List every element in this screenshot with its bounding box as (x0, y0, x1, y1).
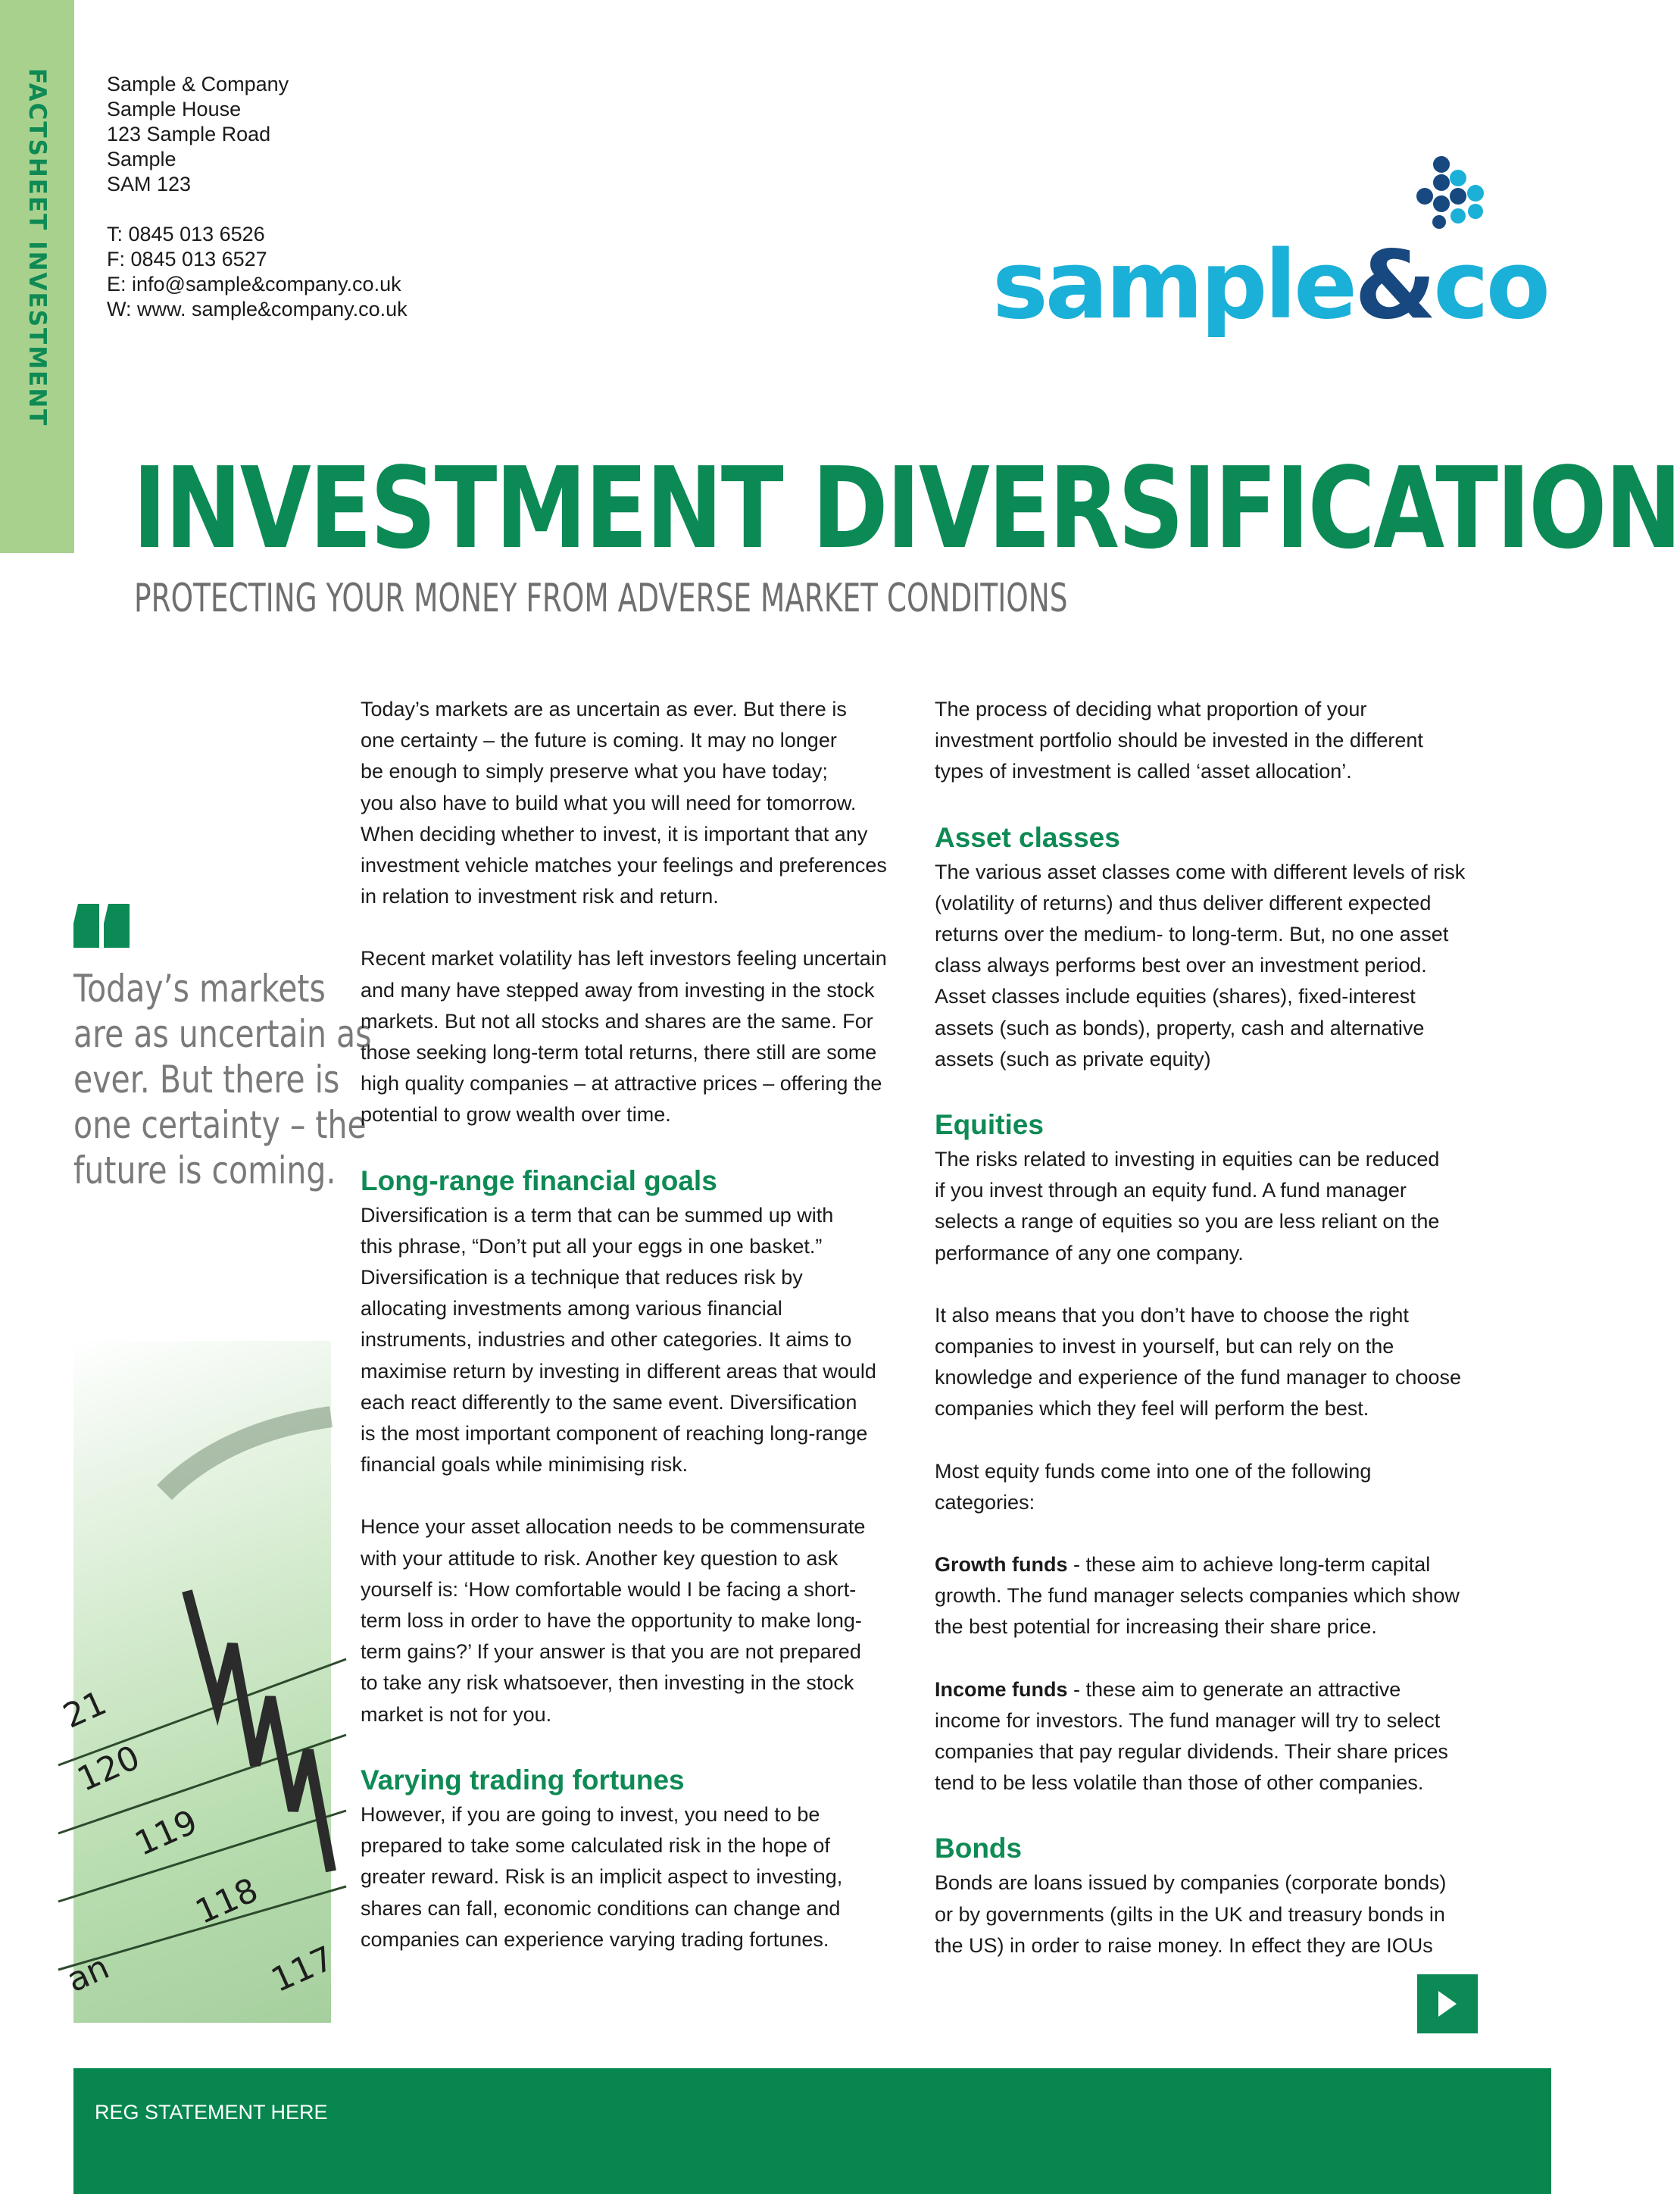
company-logo (992, 155, 1547, 345)
paragraph: The process of deciding what proportion of your investment portfolio should be invested in the different types of investment is called ‘asset allocation’. (935, 698, 1423, 783)
reg-statement: REG STATEMENT HERE (95, 2101, 328, 2124)
play-arrow-icon (1437, 1991, 1458, 2017)
income-funds-label: Income funds (935, 1677, 1068, 1701)
svg-text:120: 120 (71, 1738, 146, 1800)
company-email[interactable]: E: info@sample&company.co.uk (107, 273, 401, 295)
section-heading: Bonds (935, 1833, 1023, 1864)
paragraph: The various asset classes come with different levels of risk (volatility of returns) and thus deliver different expected returns over the medium- to long-term. But, no one asset class always performs best over an investment period. Asset classes include equities (shares), fixed-interest assets (such as bonds), property, cash and alternative assets (such as private equity) (935, 860, 1466, 1070)
paragraph: Bonds are loans issued by companies (corporate bonds) or by governments (gilts in the UK and treasury bonds in the US) in order to raise money. In effect they are IOUs (935, 1871, 1447, 1957)
paragraph: Today’s markets are as uncertain as ever. But there is one certainty – the future is coming. It may no longer be enough to simply preserve what you have today; you also have to build what you will need for tomorrow. When deciding whether to invest, it is important that any investment vehicle matches your feelings and preferences in relation to investment risk and return. (361, 698, 887, 908)
photo-illustration (58, 1341, 340, 2023)
paragraph: Recent market volatility has left investors feeling uncertain and many have stepped away from investing in the stock markets. But not all stocks and shares are the same. For those seeking long-term total returns, there still are some high quality companies – at attractive prices – offering the potential to grow wealth over time. (361, 947, 887, 1127)
stock-chart-photo (58, 1341, 340, 2023)
paragraph: Diversification is a term that can be summed up with this phrase, “Don’t put all your eggs in one basket.” Diversification is a technique that reduces risk by allocating investments among various financial instruments, industries and other categories. It aims to maximise return by investing in different areas that would each react differently to the same event. Diversification is the most important component of reaching long-range financial goals while minimising risk. (361, 1203, 876, 1477)
paragraph: The risks related to investing in equities can be reduced if you invest through an equity fund. A fund manager selects a range of equities so you are less reliant on the performance of any one company. (935, 1148, 1440, 1264)
body-column-left (361, 694, 906, 1986)
svg-text:117: 117 (265, 1939, 340, 2001)
page-title: INVESTMENT DIVERSIFICATION (133, 443, 1680, 574)
paragraph: However, if you are going to invest, you need to be prepared to take some calculated risk in the hope of greater reward. Risk is an implicit aspect to investing, shares can fall, economic conditions can change and companies can experience varying trading fortunes. (361, 1802, 843, 1951)
section-heading: Long-range financial goals (361, 1164, 717, 1196)
svg-text:119: 119 (129, 1802, 204, 1864)
next-page-button[interactable] (1417, 1974, 1478, 2033)
growth-funds-label: Growth funds (935, 1553, 1068, 1577)
pull-quote: Today’s markets are as uncertain as ever. But there is one certainty – the future is coming. (73, 967, 372, 1192)
company-website[interactable]: W: www. sample&company.co.uk (107, 298, 408, 320)
paragraph: Most equity funds come into one of the following categories: (935, 1459, 1372, 1514)
section-heading: Equities (935, 1109, 1044, 1141)
body-column-right (935, 694, 1480, 1992)
paragraph: Growth funds - these aim to achieve long-term capital growth. The fund manager selects companies which show the best potential for increasing their share price. (935, 1553, 1460, 1639)
address-line: SAM 123 (107, 173, 192, 195)
svg-text:21: 21 (58, 1683, 113, 1736)
address-line: Sample House (107, 98, 242, 120)
svg-text:118: 118 (189, 1871, 264, 1933)
logo-wordmark: sample&co (992, 231, 1547, 340)
company-address (107, 72, 408, 322)
company-phone: T: 0845 013 6526 (107, 223, 265, 245)
side-tab (0, 0, 74, 553)
company-fax: F: 0845 013 6527 (107, 248, 267, 270)
address-line: Sample (107, 148, 176, 170)
quote-icon (73, 904, 134, 949)
paragraph: Income funds - these aim to generate an attractive income for investors. The fund manager will try to select companies that pay regular dividends. Their share prices tend to be less volatile than those of other companies. (935, 1677, 1448, 1795)
paragraph: It also means that you don’t have to choose the right companies to invest in yourself, but can rely on the knowledge and experience of the fund manager to choose companies which they feel will perform the best. (935, 1303, 1461, 1420)
section-heading: Asset classes (935, 821, 1120, 853)
address-line: 123 Sample Road (107, 123, 271, 145)
page-subtitle: PROTECTING YOUR MONEY FROM ADVERSE MARKET CONDITIONS (134, 576, 1068, 621)
paragraph: Hence your asset allocation needs to be commensurate with your attitude to risk. Another key question to ask yourself is: ‘How comfortable would I be facing a short- term loss in order to have the opportunity to make long- term gains?’ If your answer is that you are not prepared to take any risk whatsoever, then investing in the stock market is not for you. (361, 1515, 866, 1726)
svg-text:an: an (61, 1948, 115, 2001)
company-name: Sample & Company (107, 73, 289, 95)
logo-dots-icon (1392, 155, 1491, 231)
section-heading: Varying trading fortunes (361, 1764, 685, 1796)
side-tab-label: FACTSHEET INVESTMENT (23, 68, 51, 427)
footer-bar (73, 2068, 1551, 2194)
